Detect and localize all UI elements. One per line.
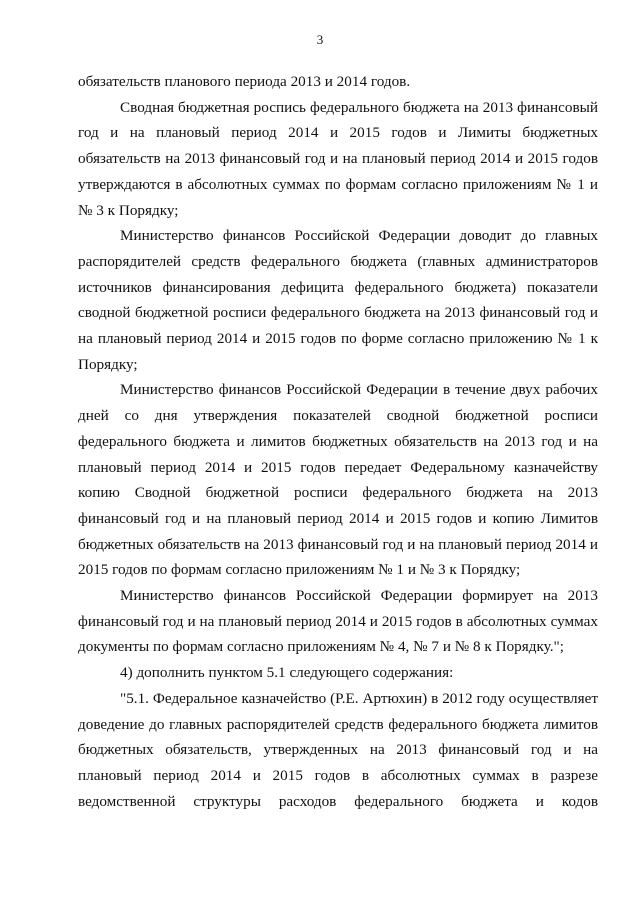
paragraph-continuation: обязательств планового периода 2013 и 2014 годов. (78, 73, 411, 90)
paragraph-ministry-communicates: Министерство финансов Российской Федерации доводит до главных распорядителей средств федерального бюджета (главных администраторов источников финансирования дефицита федерального бюджета) показатели сводной бюджетной росписи федерального бюджета на 2013 финансовый год и на плановый период 2014 и 2015 годов по форме согласно приложению № 1 к Порядку; (78, 227, 598, 373)
paragraph-consolidated-budget-list: Сводная бюджетная роспись федерального бюджета на 2013 финансовый год и на плановый период 2014 и 2015 годов и Лимиты бюджетных обязательств на 2013 финансовый год и на плановый период 2014 и 2015 годов утверждаются в абсолютных суммах по формам согласно приложениям № 1 и № 3 к Порядку; (78, 98, 598, 219)
paragraph-clause-5-1: "5.1. Федеральное казначейство (Р.Е. Артюхин) в 2012 году осуществляет доведение до главных распорядителей средств федерального бюджета лимитов бюджетных обязательств, утвержденных на 2013 финансовый год и на плановый период 2014 и 2015 годов в абсолютных суммах в разрезе ведомственной структуры расходов федерального бюджета и кодов (78, 689, 598, 810)
document-body (78, 69, 598, 814)
paragraph-ministry-forms: Министерство финансов Российской Федерации формирует на 2013 финансовый год и на плановый период 2014 и 2015 годов в абсолютных суммах документы по формам согласно приложениям № 4, № 7 и № 8 к Порядку."; (78, 587, 598, 656)
paragraph-amendment-item-4: 4) дополнить пунктом 5.1 следующего содержания: (120, 664, 454, 682)
page-number: 3 (316, 32, 324, 47)
paragraph-ministry-transfers: Министерство финансов Российской Федерации в течение двух рабочих дней со дня утверждения показателей сводной бюджетной росписи федерального бюджета и лимитов бюджетных обязательств на 2013 год и на плановый период 2014 и 2015 годов передает Федеральному казначейству копию Сводной бюджетной росписи федерального бюджета на 2013 финансовый год и на плановый период 2014 и 2015 годов и копию Лимитов бюджетных обязательств на 2013 финансовый год и на плановый период 2014 и 2015 годов по формам согласно приложениям № 1 и № 3 к Порядку; (78, 381, 598, 579)
